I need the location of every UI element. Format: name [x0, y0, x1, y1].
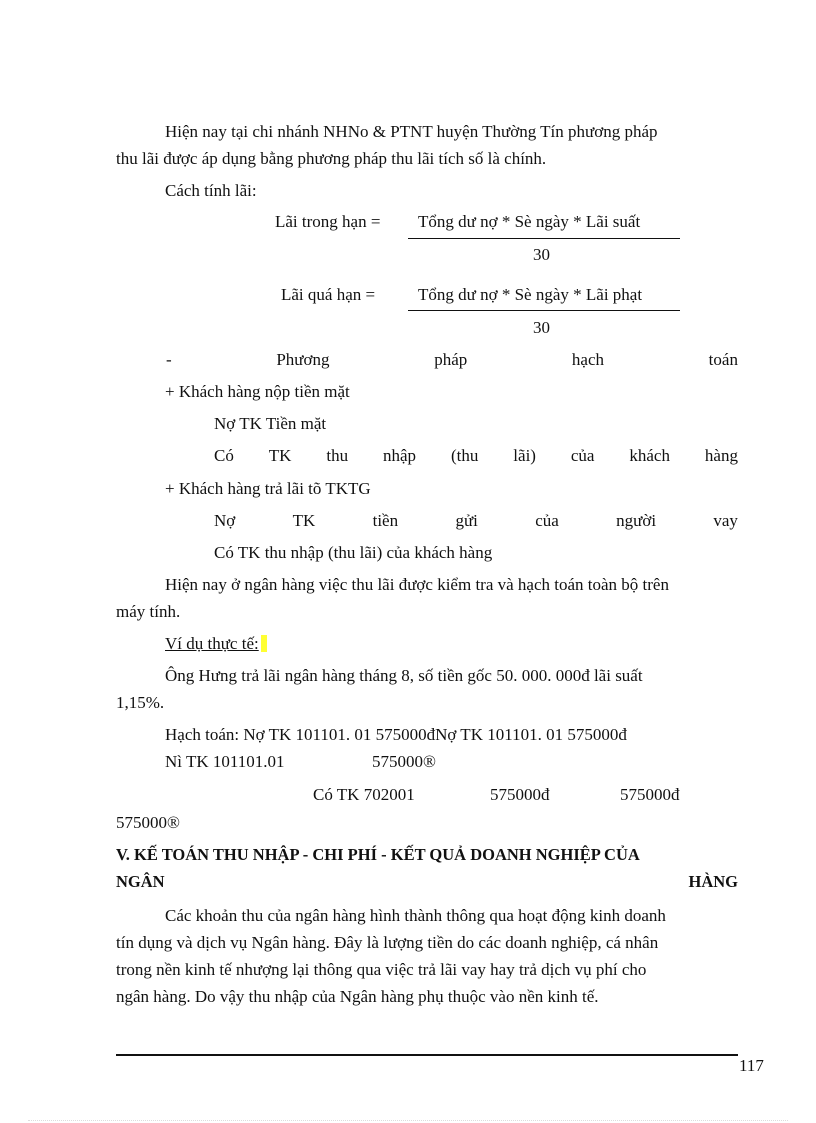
footer-rule	[116, 1054, 738, 1056]
entry-line3-amount2: 575000đ	[620, 785, 680, 804]
entry-line4: 575000®	[116, 813, 180, 832]
formula-2-label: Lãi quá hạn =	[281, 285, 376, 304]
paragraph-income-line3: trong nền kinh tế nhượng lại thông qua việc trả lãi vay hay trả dịch vụ phí cho	[116, 960, 647, 979]
formula-1-denominator: 30	[533, 245, 550, 264]
section-title-word: NGÂN	[116, 872, 165, 891]
section-title-word: HÀNG	[688, 872, 738, 891]
cash-credit-word: nhập	[383, 446, 417, 465]
entry-line2-account: Nì TK 101101.01	[165, 752, 285, 771]
formula-1-numerator: Tổng dư nợ * Sè ngày * Lãi suất	[418, 212, 641, 231]
cash-credit-word: lãi)	[513, 446, 536, 465]
section-title-line1: V. KẾ TOÁN THU NHẬP - CHI PHÍ - KẾT QUẢ DOANH NGHIỆP CỦA	[116, 845, 640, 864]
entry-line2-amount: 575000®	[372, 752, 436, 771]
paragraph-income-line1: Các khoản thu của ngân hàng hình thành thông qua hoạt động kinh doanh	[165, 906, 666, 925]
deposit-debit-entry	[214, 511, 738, 531]
method-word: Phương	[276, 350, 330, 369]
formula-2-numerator: Tổng dư nợ * Sè ngày * Lãi phạt	[418, 285, 643, 304]
deposit-debit-word: Nợ	[214, 511, 236, 530]
cash-credit-word: (thu	[450, 446, 479, 465]
example-line2: 1,15%.	[116, 693, 165, 712]
cash-credit-word: hàng	[704, 446, 738, 465]
method-heading	[166, 350, 738, 370]
entry-line3-account: Có TK 702001	[313, 785, 415, 804]
deposit-debit-word: người	[616, 511, 657, 530]
method-word: hạch	[571, 350, 604, 369]
paragraph-income-line2: tín dụng và dịch vụ Ngân hàng. Đây là lượng tiền do các doanh nghiệp, cá nhân	[116, 933, 659, 952]
cash-credit-word: của	[570, 446, 595, 465]
deposit-debit-word: tiền	[372, 511, 399, 530]
cash-heading: + Khách hàng nộp tiền mặt	[165, 382, 350, 401]
formula-1-fraction-bar	[408, 238, 680, 239]
deposit-debit-word: gửi	[455, 511, 478, 530]
paragraph-computer-line2: máy tính.	[116, 602, 181, 621]
deposit-debit-word: của	[535, 511, 559, 530]
entry-line1: Hạch toán: Nợ TK 101101. 01 575000đNợ TK 101101. 01 575000đ	[165, 725, 627, 744]
page-edge-divider	[28, 1120, 788, 1121]
calc-heading: Cách tính lãi:	[165, 181, 257, 200]
cash-credit-word: khách	[629, 446, 670, 465]
example-heading-text: Ví dụ thực tế:	[165, 634, 259, 653]
example-line1: Ông Hưng trả lãi ngân hàng tháng 8, số tiền gốc 50. 000. 000đ lãi suất	[165, 666, 643, 685]
highlight-mark	[261, 635, 267, 652]
paragraph-intro-line2: thu lãi được áp dụng bằng phương pháp thu lãi tích số là chính.	[116, 149, 547, 168]
method-word: -	[166, 350, 172, 369]
deposit-credit-entry: Có TK thu nhập (thu lãi) của khách hàng	[214, 543, 493, 562]
method-word: pháp	[434, 350, 468, 369]
cash-credit-word: Có	[214, 446, 234, 465]
deposit-debit-word: TK	[292, 511, 316, 530]
formula-1-label: Lãi trong hạn =	[275, 212, 381, 231]
paragraph-computer-line1: Hiện nay ở ngân hàng việc thu lãi được kiểm tra và hạch toán toàn bộ trên	[165, 575, 669, 594]
formula-2-fraction-bar	[408, 310, 680, 311]
example-heading	[165, 634, 267, 654]
deposit-heading: + Khách hàng trả lãi tõ TKTG	[165, 479, 371, 498]
cash-credit-word: thu	[326, 446, 349, 465]
cash-credit-entry	[214, 446, 738, 466]
formula-2-denominator: 30	[533, 318, 550, 337]
method-word: toán	[708, 350, 738, 369]
entry-line3-amount1: 575000đ	[490, 785, 550, 804]
deposit-debit-word: vay	[713, 511, 738, 530]
cash-credit-word: TK	[268, 446, 292, 465]
paragraph-income-line4: ngân hàng. Do vậy thu nhập của Ngân hàng phụ thuộc vào nền kinh tế.	[116, 987, 599, 1006]
cash-debit-entry: Nợ TK Tiền mặt	[214, 414, 327, 433]
page-number: 117	[739, 1056, 764, 1075]
paragraph-intro-line1: Hiện nay tại chi nhánh NHNo & PTNT huyện Thường Tín phương pháp	[165, 122, 658, 141]
section-title-line2	[116, 872, 738, 892]
